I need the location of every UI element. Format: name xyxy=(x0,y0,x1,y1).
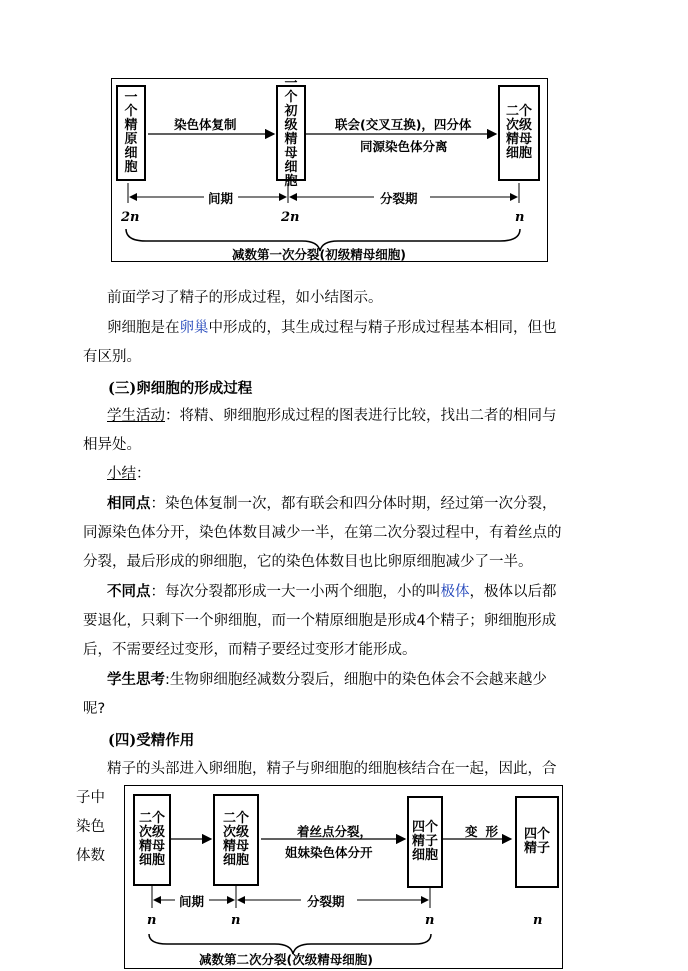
primary-spermatocyte-box: 一个初级精母细胞 xyxy=(276,85,306,181)
differences-label: 不同点 xyxy=(107,584,151,600)
paragraph-1 xyxy=(83,284,613,313)
label-synapsis: 联会(交叉互换)，四分体 xyxy=(335,117,472,132)
paragraph-differences xyxy=(83,578,613,665)
heading-fertilization: (四)受精作用 xyxy=(108,732,195,749)
secondary-spermatocyte-box-b: 二个次级精母细胞 xyxy=(213,794,259,886)
p2-text-c: 有区别。 xyxy=(83,349,141,365)
p6-text-b: ，极体以后都 xyxy=(469,584,557,600)
paragraph-fertilization xyxy=(83,755,613,784)
count-2n-b: 2n xyxy=(281,210,300,225)
p8-text-a: 精子的头部进入卵细胞，精子与卵细胞的细胞核结合在一起，因此，合 xyxy=(107,761,557,777)
p2-text-b: 中形成的，其生成过程与精子形成过程基本相同，但也 xyxy=(208,320,557,336)
figure1-arrows xyxy=(112,79,547,261)
paragraph-similarities xyxy=(83,490,613,577)
figure-meiosis-1 xyxy=(111,78,548,262)
label-sister-separation: 姐妹染色体分开 xyxy=(285,845,373,860)
paragraph-student-thinking xyxy=(83,666,613,724)
ovary-link[interactable]: 卵巢 xyxy=(179,320,209,336)
spermatid-box: 四个精子细胞 xyxy=(407,796,443,888)
secondary-spermatocyte-box: 二个次级精母细胞 xyxy=(498,85,540,181)
p6-text-a: ：每次分裂都形成一大一小两个细胞，小的叫 xyxy=(150,584,441,600)
figure2-caption: 减数第二次分裂(次级精母细胞) xyxy=(199,952,373,967)
side-text-3: 体数 xyxy=(76,848,105,864)
count-n-4: n xyxy=(533,913,543,928)
p6-text-d: 后，不需要经过变形，而精子要经过变形才能形成。 xyxy=(83,642,417,658)
side-text-1: 子中 xyxy=(76,790,105,806)
p7-text-b: 呢? xyxy=(83,701,106,717)
figure-meiosis-2 xyxy=(124,785,563,969)
similarities-label: 相同点 xyxy=(107,496,151,512)
label-homolog-separation: 同源染色体分离 xyxy=(360,139,448,154)
p5-text-b: 同源染色体分开，染色体数目减少一半，在第二次分裂过程中，有着丝点的 xyxy=(83,525,562,541)
p1-text: 前面学习了精子的形成过程，如小结图示。 xyxy=(107,290,383,306)
p3-text-b: 相异处。 xyxy=(83,437,141,453)
paragraph-4 xyxy=(83,460,613,489)
summary-label: 小结 xyxy=(107,466,136,482)
p2-text-a: 卵细胞是在 xyxy=(107,320,180,336)
heading-egg-formation: (三)卵细胞的形成过程 xyxy=(108,380,253,397)
count-2n-a: 2n xyxy=(121,210,140,225)
paragraph-2 xyxy=(83,314,613,372)
side-text-2: 染色 xyxy=(76,819,105,835)
side-text xyxy=(76,784,105,871)
figure1-caption: 减数第一次分裂(初级精母细胞) xyxy=(232,247,406,262)
count-n: n xyxy=(515,210,525,225)
label-transformation: 变形 xyxy=(465,824,507,839)
paragraph-3 xyxy=(83,402,613,460)
count-n-3: n xyxy=(425,913,435,928)
polar-body-link[interactable]: 极体 xyxy=(440,584,470,600)
label-centromere-division: 着丝点分裂， xyxy=(297,824,373,839)
student-thinking-label: 学生思考 xyxy=(107,672,165,688)
p6-text-c: 要退化，只剩下一个卵细胞，而一个精原细胞是形成4个精子；卵细胞形成 xyxy=(83,613,557,629)
secondary-spermatocyte-box-a: 二个次级精母细胞 xyxy=(133,794,171,886)
student-activity-label: 学生活动 xyxy=(107,408,165,424)
p5-text-c: 分裂，最后形成的卵细胞，它的染色体数目也比卵原细胞减少了一半。 xyxy=(83,554,533,570)
p3-text-a: ：将精、卵细胞形成过程的图表进行比较，找出二者的相同与 xyxy=(165,408,557,424)
label-interphase-2: 间期 xyxy=(179,894,205,909)
summary-colon: ： xyxy=(136,466,151,482)
sperm-box: 四个精子 xyxy=(515,796,559,888)
count-n-1: n xyxy=(147,913,157,928)
label-division-phase-2: 分裂期 xyxy=(307,894,345,909)
label-chromosome-replication: 染色体复制 xyxy=(174,117,237,132)
count-n-2: n xyxy=(231,913,241,928)
label-interphase: 间期 xyxy=(208,191,234,206)
label-division-phase: 分裂期 xyxy=(380,191,418,206)
p7-text-a: :生物卵细胞经减数分裂后，细胞中的染色体会不会越来越少 xyxy=(165,672,547,688)
figure2-arrows xyxy=(125,786,562,968)
spermatogonium-box: 一个精原细胞 xyxy=(116,85,146,181)
p5-text-a: ：染色体复制一次，都有联会和四分体时期，经过第一次分裂， xyxy=(150,496,557,512)
